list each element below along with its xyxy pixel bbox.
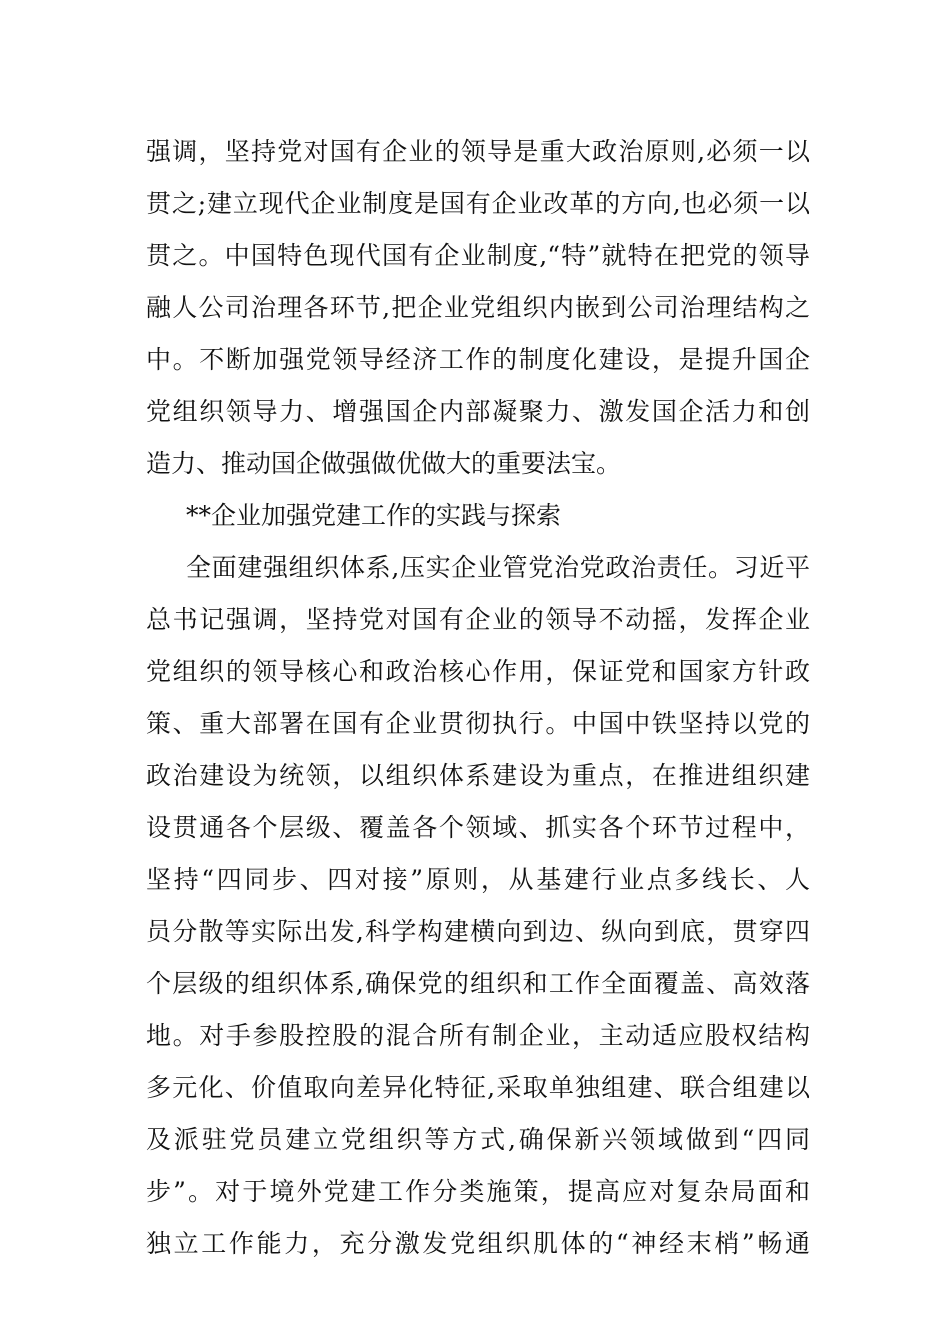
text-line: 及派驻党员建立党组织等方式,确保新兴领域做到“四同 (146, 1125, 810, 1154)
text-line: 政治建设为统领，以组织体系建设为重点，在推进组织建 (146, 761, 810, 790)
text-line: 多元化、价值取向差异化特征,采取单独组建、联合组建以 (146, 1073, 810, 1102)
text-line: 贯之;建立现代企业制度是国有企业改革的方向,也必须一以 (146, 189, 810, 218)
text-line: 贯之。中国特色现代国有企业制度,“特”就特在把党的领导 (146, 241, 810, 270)
paragraph-1 (146, 126, 810, 490)
text-line: 总书记强调，坚持党对国有企业的领导不动摇，发挥企业 (146, 605, 810, 634)
text-line: 中。不断加强党领导经济工作的制度化建设，是提升国企 (146, 345, 810, 374)
document-body (146, 126, 810, 1270)
text-line: 个层级的组织体系,确保党的组织和工作全面覆盖、高效落 (146, 969, 810, 998)
text-line: 策、重大部署在国有企业贯彻执行。中国中铁坚持以党的 (146, 709, 810, 738)
text-line: 步”。对于境外党建工作分类施策，提高应对复杂局面和 (146, 1177, 810, 1206)
text-line: 独立工作能力，充分激发党组织肌体的“神经末梢”畅通 (146, 1229, 810, 1258)
text-line: 全面建强组织体系,压实企业管党治党政治责任。习近平 (186, 553, 810, 582)
section-heading: **企业加强党建工作的实践与探索 (186, 501, 562, 530)
paragraph-2 (146, 542, 810, 1270)
text-line: 融人公司治理各环节,把企业党组织内嵌到公司治理结构之 (146, 293, 810, 322)
text-line: 设贯通各个层级、覆盖各个领域、抓实各个环节过程中， (146, 813, 810, 842)
text-line: 造力、推动国企做强做优做大的重要法宝。 (146, 449, 622, 478)
text-line: 党组织的领导核心和政治核心作用，保证党和国家方针政 (146, 657, 810, 686)
text-line: 党组织领导力、增强国企内部凝聚力、激发国企活力和创 (146, 397, 810, 426)
text-line: 强调，坚持党对国有企业的领导是重大政治原则,必须一以 (146, 137, 810, 166)
text-line: 地。对手参股控股的混合所有制企业，主动适应股权结构 (146, 1021, 810, 1050)
text-line: 坚持“四同步、四对接”原则，从基建行业点多线长、人 (146, 865, 810, 894)
text-line: 员分散等实际出发,科学构建横向到边、纵向到底，贯穿四 (146, 917, 810, 946)
